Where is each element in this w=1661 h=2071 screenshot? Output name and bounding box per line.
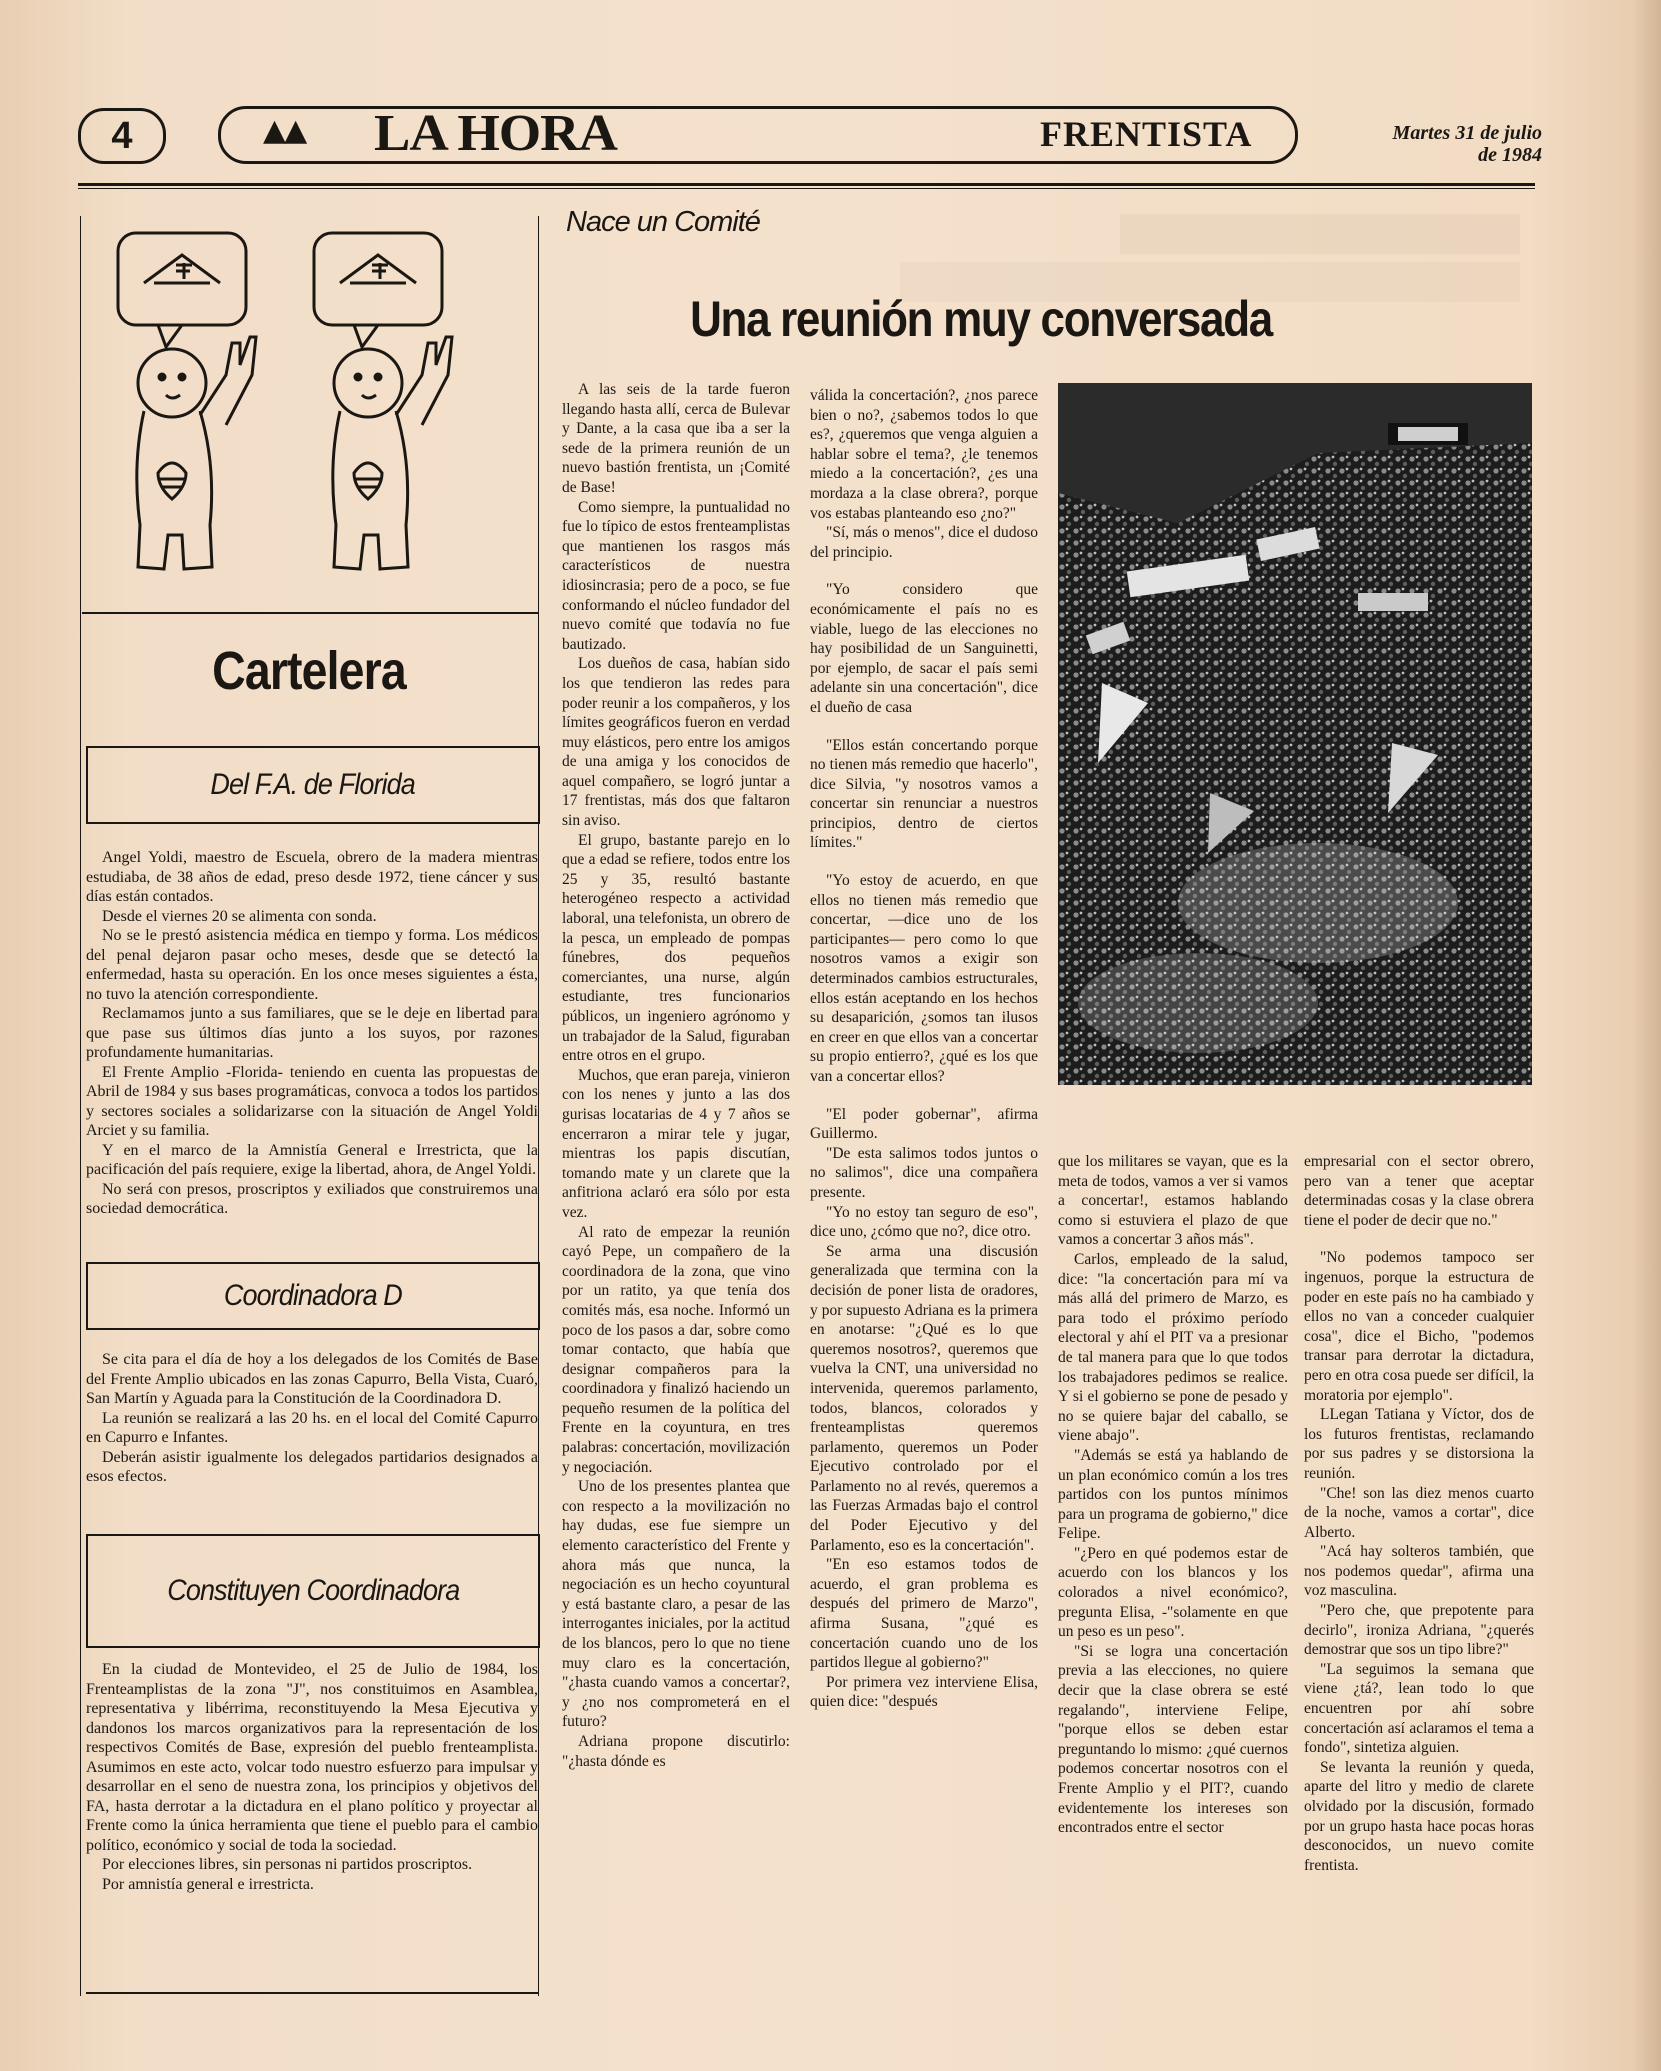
masthead-rule	[78, 183, 1535, 186]
coordinadora-heading: Coordinadora D	[223, 1279, 403, 1312]
florida-heading: Del F.A. de Florida	[210, 768, 416, 801]
article-paragraph: "Si se logra una concertación previa a las elecciones, no quiere decir que la clase obrera se esté regalando", interviene Felipe, "porque ellos se deben estar preguntando lo mismo: ¿qué cuernos podemos concertar nosotros con el Frente Amplio y el PIT?, cuando evidentemente los intereses son encontrados entre el sector	[1058, 1642, 1288, 1837]
section-title: FRENTISTA	[1040, 114, 1253, 154]
article-column-2	[810, 386, 1038, 1712]
coordinadora-paragraph: Se cita para el día de hoy a los delegados de los Comités de Base del Frente Amplio ubicados en las zonas Capurro, Bella Vista, Cuaró, San Martín y Aguada para la Constitución de la Coordinadora D.	[86, 1351, 538, 1407]
florida-paragraph: Y en el marco de la Amnistía General e Irrestricta, que la pacificación del país requiere, exige la libertad, ahora, de Angel Yoldi.	[86, 1141, 538, 1178]
article-paragraph: "Che! son las diez menos cuarto de la noche, vamos a cortar", dice Alberto.	[1304, 1484, 1534, 1541]
article-paragraph: que los militares se vayan, que es la meta de todos, vamos a ver si vamos a concertar!, estamos hablando como si estuviera el plazo de que vamos a concertar 3 años más".	[1058, 1153, 1288, 1249]
constituyen-paragraph: Por elecciones libres, sin personas ni partidos proscriptos.	[102, 1856, 473, 1873]
article-paragraph: "Además se está ya hablando de un plan económico común a los tres partidos con los puntos mínimos para un programa de gobierno," dice Felipe.	[1058, 1446, 1288, 1543]
bleed-through-shadow	[1120, 214, 1520, 254]
article-paragraph: Carlos, empleado de la salud, dice: "la concertación para mí va más allá del primero de Marzo, es para todo el próximo período electoral y ahí el PIT va a presionar de tal manera para que lo que todos los trabajadores pedimos se realice. Y si el gobierno se pone de pesado y no se quiere bajar del caballo, se viene abajo".	[1058, 1250, 1288, 1445]
article-paragraph: "De esta salimos todos juntos o no salimos", dice una compañera presente.	[810, 1144, 1038, 1201]
florida-paragraph: No se le prestó asistencia médica en tiempo y forma. Los médicos del penal dejaron pasar ocho meses, desde que se detectó la enfermedad, hasta su operación. En los once meses siguientes a ésta, no tuvo la atención correspondiente.	[86, 927, 538, 1003]
article-paragraph: A las seis de la tarde fueron llegando hasta allí, cerca de Bulevar y Dante, a la casa que iba a ser la sede de la primera reunión de un nuevo bastión frentista, un ¡Comité de Base!	[562, 381, 790, 496]
constituyen-heading-box	[86, 1534, 540, 1648]
issue-date-line1: Martes 31 de julio	[1392, 122, 1542, 144]
article-paragraph: "Yo considero que económicamente el país no es viable, luego de las elecciones no hay posibilidad de un Sanguinetti, por ejemplo, de sacar el país semi adelante sin una concertación", dice el dueño de casa	[810, 581, 1038, 716]
article-paragraph: Se arma una discusión generalizada que termina con la decisión de poner lista de oradores, y por supuesto Adriana es la primera en anotarse: "¿Qué es lo que queremos nosotros?, queremos que vuelva la CNT, una universidad no intervenida, queremos parlamento, todos, blancos, colorados y frenteamplistas queremos parlamento, queremos un Poder Ejecutivo controlado por el Parlamento no al revés, queremos a las Fuerzas Armadas bajo el control del Poder Ejecutivo y del Parlamento, eso es la concertación".	[810, 1242, 1038, 1554]
page-number: 4	[78, 108, 166, 164]
article-paragraph: Se levanta la reunión y queda, aparte del litro y medio de clarete olvidado por la discusión, formado por un grupo hasta hace pocas horas desconocidos, un nuevo comite frentista.	[1304, 1758, 1534, 1874]
article-paragraph: "Acá hay solteros también, que nos podemos quedar", afirma una voz masculina.	[1304, 1543, 1534, 1600]
florida-paragraph: El Frente Amplio -Florida- teniendo en cuenta las propuestas de Abril de 1984 y sus bases programáticas, convoca a todos los partidos y sectores sociales a solidarizarse con la situación de Angel Yoldi Arciet y su familia.	[86, 1063, 538, 1139]
article-paragraph: Muchos, que eran pareja, vinieron con los nenes y junto a las dos gurisas locatarias de 4 y 7 años se encerraron a mirar tele y jugar, mientras los papis discutían, tomando mate y un clarete que la anfitriona aclaró era sólo por esta vez.	[562, 1066, 790, 1221]
article-headline: Una reunión muy conversada	[690, 291, 1272, 347]
constituyen-paragraph: Por amnistía general e irrestricta.	[102, 1875, 314, 1893]
article-paragraph: El grupo, bastante parejo en lo que a edad se refiere, todos entre los 25 y 35, resultó bastante heterogéneo respecto a actividad laboral, una telefonista, un obrero de la pesca, un empleado de pompas fúnebres, dos pequeños comerciantes, una nurse, algún estudiante, tres funcionarios públicos, un ingeniero agrónomo y un trabajador de la Salud, figuraban entre otros en el grupo.	[562, 831, 790, 1065]
florida-heading-box	[86, 746, 540, 824]
article-paragraph: "¿Pero en qué podemos estar de acuerdo con los blancos y los colorados a nivel económico?, pregunta Elisa, -"solamente en que un peso es un peso".	[1058, 1544, 1288, 1641]
florida-paragraph: Reclamamos junto a sus familiares, que se le deje en libertad para que pase sus últimos días junto a los suyos, por razones profundamente humanitarias.	[86, 1005, 538, 1061]
issue-date	[1362, 122, 1542, 166]
section-rule	[86, 1992, 538, 1994]
mascot-right-icon	[314, 233, 452, 569]
masthead-rule-thin	[78, 188, 1535, 189]
section-rule	[82, 612, 538, 614]
logo-arrows-icon: ▲▲	[263, 113, 306, 148]
rally-crowd-photo	[1058, 383, 1532, 1085]
article-column-3	[1058, 1152, 1288, 1838]
florida-paragraph: Angel Yoldi, maestro de Escuela, obrero de la madera mientras estudiaba, de 38 años de edad, preso desde 1972, tiene cáncer y sus días están contados.	[86, 849, 538, 905]
frente-amplio-mascot-illustration	[100, 225, 520, 585]
article-paragraph: "Yo estoy de acuerdo, en que ellos no tienen más remedio que concertar, —dice uno de los participantes— pero como lo que nosotros vamos a exigir son determinados cambios estructurales, ellos están aceptando en los hechos su desaparición, ¿somos tan ilusos en creer en que ellos van a concertar su propio entierro?, ¿qué es los que van a concertar ellos?	[810, 872, 1038, 1085]
florida-paragraph: Desde el viernes 20 se alimenta con sonda.	[102, 907, 377, 925]
newspaper-logo: LA HORA	[374, 105, 617, 162]
article-paragraph: "No podemos tampoco ser ingenuos, porque la estructura de poder en este país no ha cambiado y ellos no van a conceder cualquier cosa", dice el Bicho, "podemos transar para derrotar la dictadura, pero en otra cosa puede ser difícil, la moratoria por ejemplo".	[1304, 1249, 1534, 1404]
cartelera-title: Cartelera	[212, 641, 406, 701]
article-paragraph: Uno de los presentes plantea que con respecto a la movilización no hay dudas, ese fue siempre un elemento característico del Frente y ahora más que nunca, la negociación es un hecho coyuntural y está bastante claro, a pesar de las interrogantes iniciales, por la actitud de los blancos, pero lo que no tiene muy claro es la concertación, "¿hasta cuando vamos a concertar?, y ¿no nos comprometerá en el futuro?	[562, 1478, 790, 1731]
article-paragraph: "Sí, más o menos", dice el dudoso del principio.	[810, 524, 1038, 561]
article-paragraph: Adriana propone discutirlo: "¿hasta dónde es	[562, 1732, 790, 1770]
article-paragraph: LLegan Tatiana y Víctor, dos de los futuros frentistas, reclamando por sus padres y se distorsiona la reunión.	[1304, 1406, 1534, 1482]
left-column-border	[80, 216, 81, 1996]
constituyen-body	[86, 1660, 538, 1894]
column-divider	[538, 216, 539, 1996]
article-column-4	[1304, 1152, 1534, 1875]
article-paragraph: "Ellos están concertando porque no tienen más remedio que hacerlo", dice Silvia, "y nosotros vamos a concertar sin renunciar a nuestros principios, dentro de ciertos límites."	[810, 736, 1038, 852]
constituyen-paragraph: En la ciudad de Montevideo, el 25 de Julio de 1984, los Frenteamplistas de la zona "J", nos constituimos en Asamblea, representativa y libérrima, reconstituyendo la Mesa Ejecutiva y dandonos los marcos organizativos para la representación de los respectivos Comités de Base, expresión del pueblo frenteamplista. Asumimos en este acto, volcar todo nuestro esfuerzo para impulsar y desarrollar en el seno de nuestra zona, los principios y objetivos del FA, hasta derrotar a la dictadura en el plano político y proyectar al Frente como la única herramienta que tiene el pueblo para el cambio político, económico y social de toda la sociedad.	[86, 1661, 538, 1854]
article-paragraph: Como siempre, la puntualidad no fue lo típico de estos frenteamplistas que mantienen los rasgos más característicos de nuestra idiosincrasia; pero de a poco, se fue conformando el núcleo fundador del nuevo comité que todavía no fue bautizado.	[562, 498, 790, 653]
article-paragraph: válida la concertación?, ¿nos parece bien o no?, ¿sabemos todos lo que es?, ¿queremos que venga alguien a hablar sobre el tema?, ¿le tenemos miedo a la concertación?, ¿es una mordaza a la clase obrera?, porque vos estabas planteando eso ¿no?"	[810, 387, 1038, 522]
coordinadora-paragraph: La reunión se realizará a las 20 hs. en el local del Comité Capurro en Capurro e Infantes.	[86, 1409, 538, 1446]
coordinadora-paragraph: Deberán asistir igualmente los delegados partidarios designados a esos efectos.	[86, 1448, 538, 1485]
coordinadora-body	[86, 1350, 538, 1487]
article-kicker: Nace un Comité	[566, 206, 760, 238]
florida-body	[86, 848, 538, 1219]
article-paragraph: "El poder gobernar", afirma Guillermo.	[810, 1105, 1038, 1143]
article-paragraph: Al rato de empezar la reunión cayó Pepe, un compañero de la coordinadora de la zona, que vino por un ratito, ya que tenía dos comités más, esa noche. Informó un poco de los pasos a dar, sobre como tomar contacto, que había que designar compañeros para la coordinadora y finalizó haciendo un pequeño resumen de la política del Frente en la coyuntura, en tres palabras: concertación, movilización y negociación.	[562, 1223, 790, 1476]
article-paragraph: "Yo no estoy tan seguro de eso", dice uno, ¿cómo que no?, dice otro.	[810, 1203, 1038, 1241]
article-paragraph: Los dueños de casa, habían sido los que tendieron las redes para poder reunir a los compañeros, y los límites geográficos fueron en verdad muy elásticos, pero entre los amigos de una amiga y los conocidos de aquel compañero, se logró juntar a 17 frentistas, más dos que faltaron sin aviso.	[562, 655, 790, 830]
florida-paragraph: No será con presos, proscriptos y exiliados que construiremos una sociedad democrática.	[86, 1180, 538, 1217]
mascot-left-icon	[118, 233, 256, 569]
article-paragraph: "En eso estamos todos de acuerdo, el gran problema es después del primero de Marzo", afirma Susana, "¿qué es concertación cuando uno de los partidos llegue al gobierno?"	[810, 1556, 1038, 1672]
article-paragraph: empresarial con el sector obrero, pero van a tener que aceptar determinadas cosas y la clase obrera tiene el poder de decir que no."	[1304, 1153, 1534, 1229]
article-paragraph: "Pero che, que prepotente para decirlo", ironiza Adriana, "¿querés demostrar que sos un tipo libre?"	[1304, 1602, 1534, 1659]
article-column-1	[562, 380, 790, 1771]
page-fold-shadow	[1633, 0, 1661, 2071]
coordinadora-heading-box	[86, 1262, 540, 1330]
crowd-photo-image	[1058, 383, 1532, 1085]
article-paragraph: "La seguimos la semana que viene ¿tá?, lean todo lo que encuentren por ahí sobre concertación así aclaramos el tema a fondo", sintetiza alguien.	[1304, 1660, 1534, 1757]
article-paragraph: Por primera vez interviene Elisa, quien dice: "después	[810, 1673, 1038, 1711]
issue-date-line2: de 1984	[1478, 144, 1542, 166]
constituyen-heading: Constituyen Coordinadora	[166, 1574, 460, 1607]
